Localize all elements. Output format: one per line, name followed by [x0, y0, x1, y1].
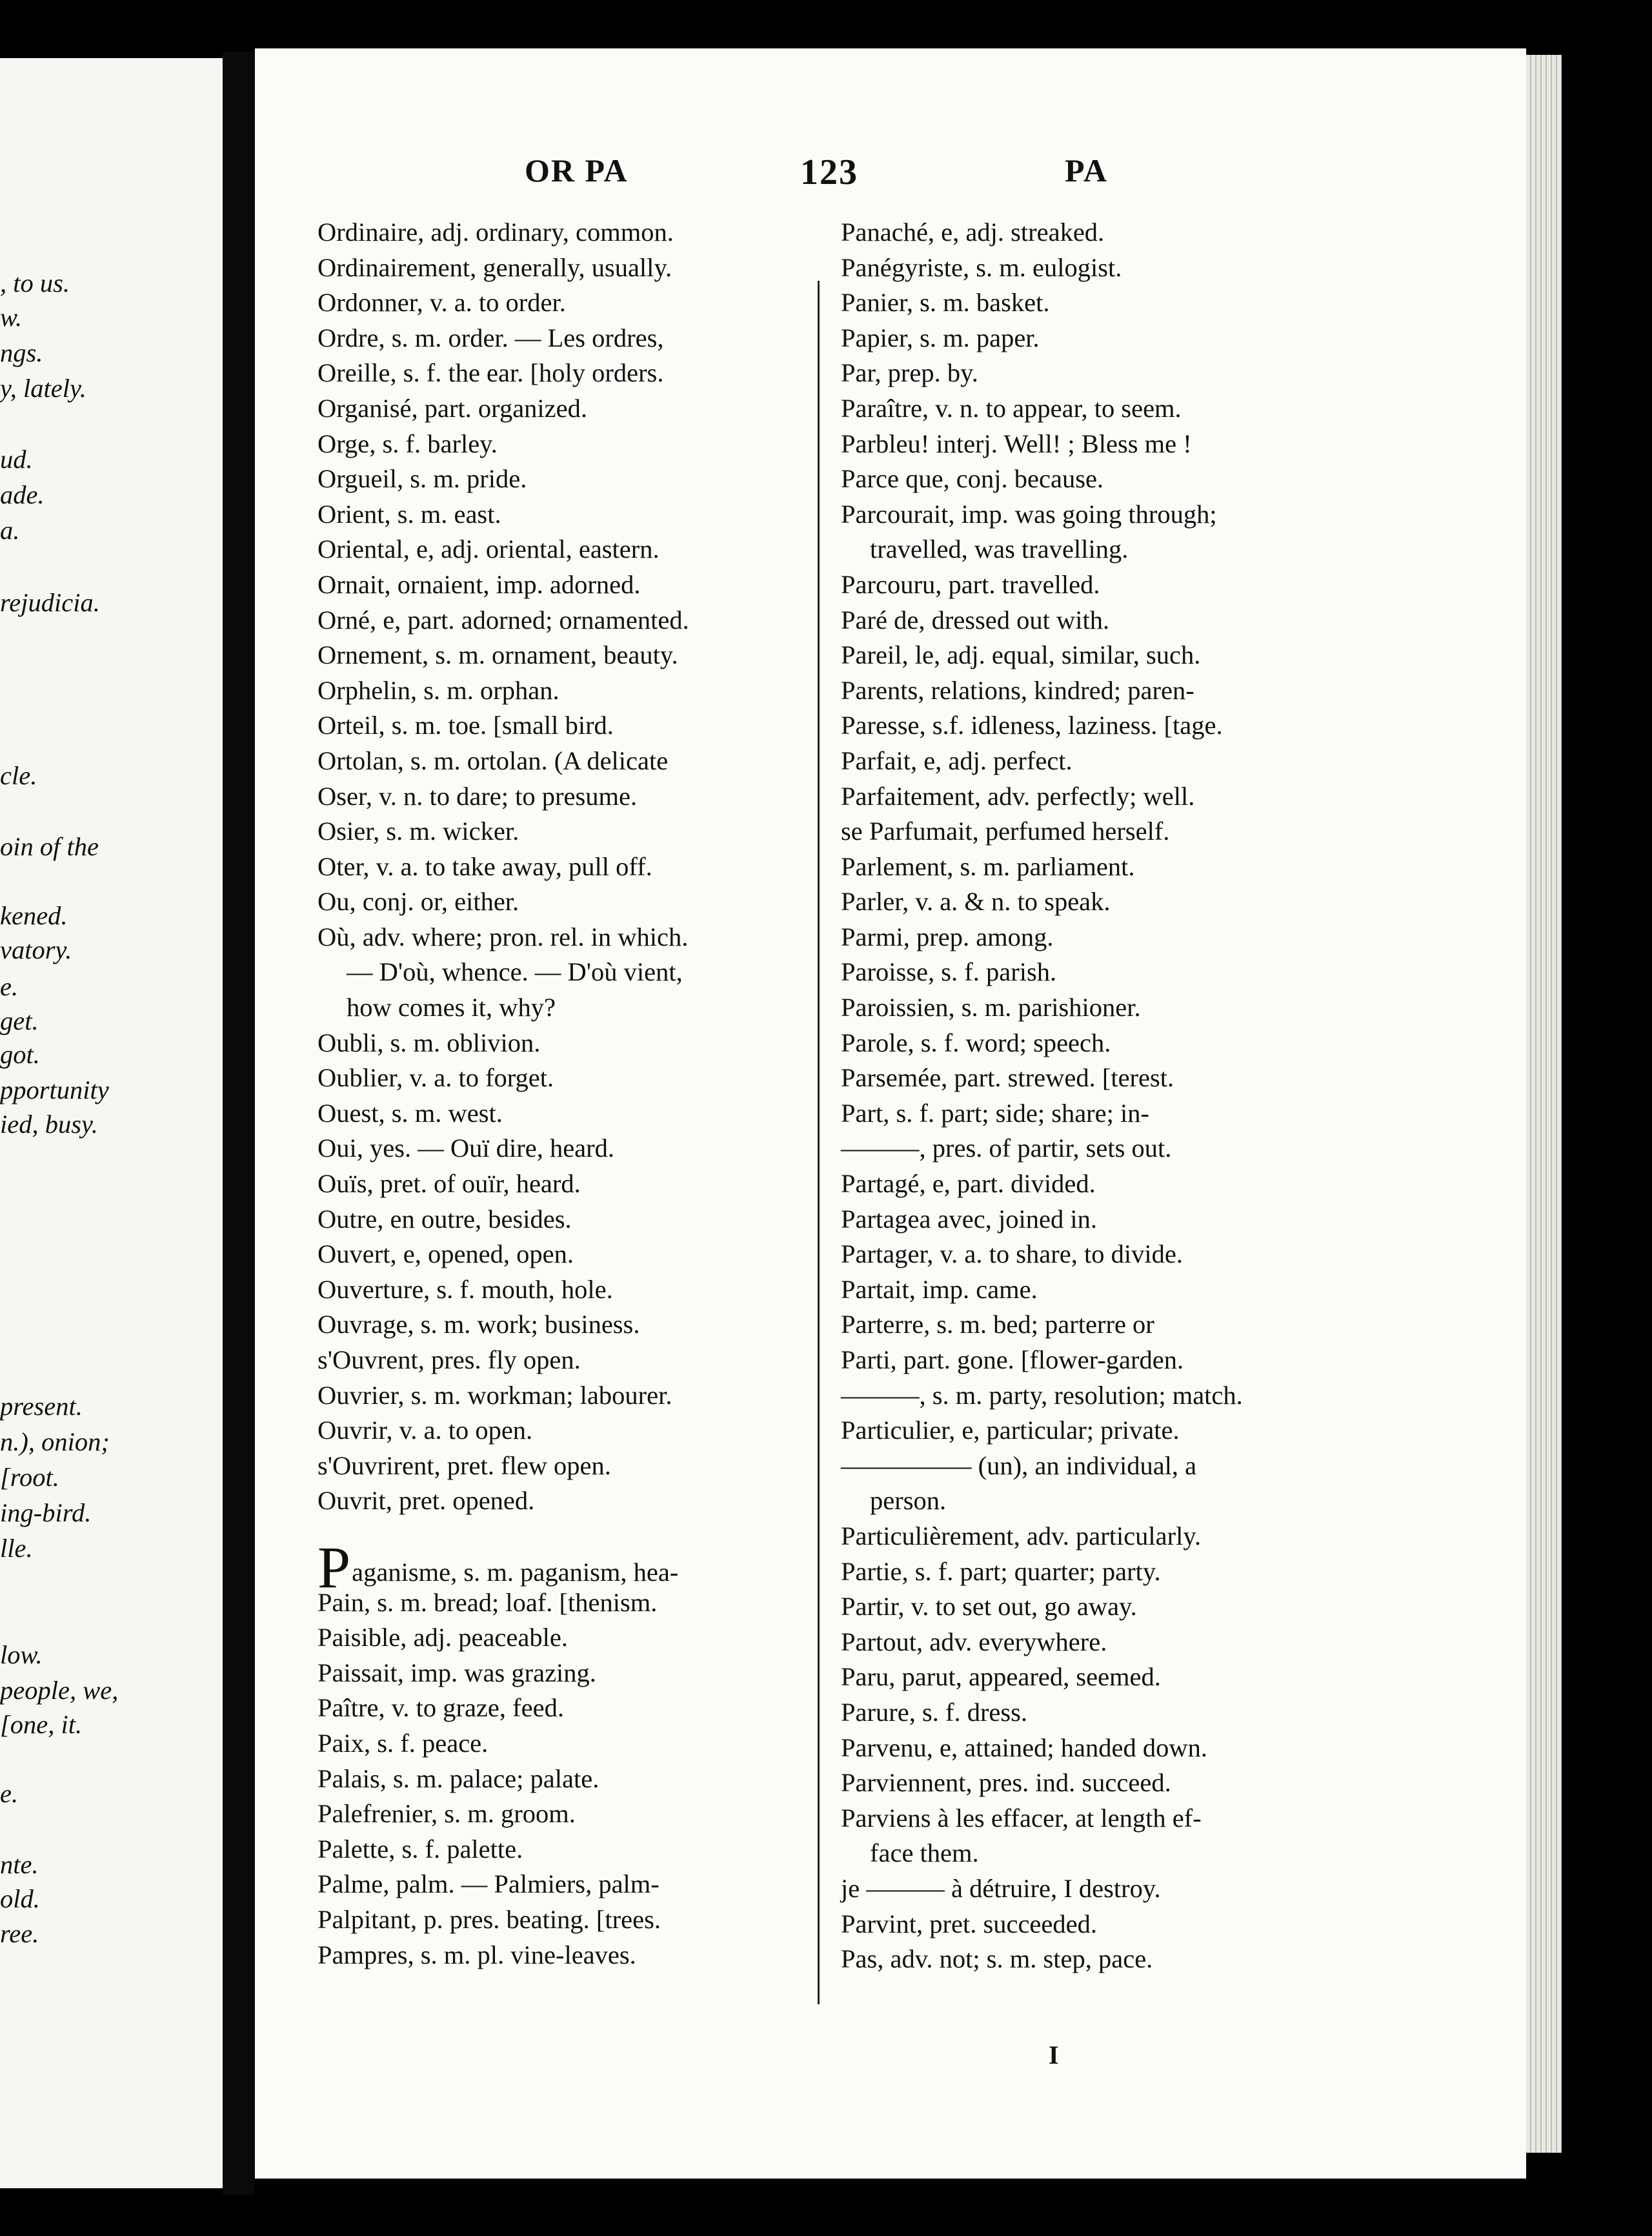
- signature-mark: I: [1049, 2040, 1059, 2069]
- entry-line: Palpitant, p. pres. beating. [trees.: [317, 1904, 661, 1934]
- entry-line: je ——— à détruire, I destroy.: [841, 1873, 1161, 1903]
- entry-line: Oreille, s. f. the ear. [holy orders.: [317, 358, 664, 388]
- entry-line: ———, pres. of partir, sets out.: [841, 1133, 1172, 1163]
- entry-line: Parvint, pret. succeeded.: [841, 1909, 1097, 1938]
- entry-line: Partagea avec, joined in.: [841, 1204, 1097, 1234]
- entry-text: aganisme, s. m. paganism, hea-: [352, 1557, 679, 1587]
- entry-line: Paître, v. to graze, feed.: [317, 1693, 564, 1723]
- entry-line: Parti, part. gone. [flower-garden.: [841, 1345, 1184, 1374]
- entry-line: Ouvert, e, opened, open.: [317, 1239, 574, 1269]
- entry-line: Oubli, s. m. oblivion.: [317, 1028, 541, 1057]
- entry-line: Orgueil, s. m. pride.: [317, 464, 527, 494]
- entry-line: Partout, adv. everywhere.: [841, 1627, 1107, 1656]
- entry-line: Part, s. f. part; side; share; in-: [841, 1098, 1150, 1128]
- entry-line: Paraître, v. n. to appear, to seem.: [841, 393, 1182, 423]
- left-page-fragment: oin of the: [0, 832, 99, 861]
- entry-line: Parsemée, part. strewed. [terest.: [841, 1063, 1174, 1093]
- left-page-fragment: ud.: [0, 445, 33, 474]
- entry-line: Paroisse, s. f. parish.: [841, 957, 1057, 987]
- left-page-fragment: , to us.: [0, 269, 70, 298]
- entry-line: Ordre, s. m. order. — Les ordres,: [317, 323, 664, 352]
- entry-line: Paissait, imp. was grazing.: [317, 1658, 596, 1687]
- entry-line: Ouvrier, s. m. workman; labourer.: [317, 1380, 672, 1410]
- entry-line: Papier, s. m. paper.: [841, 323, 1040, 352]
- entry-line: Partager, v. a. to share, to divide.: [841, 1239, 1183, 1269]
- entry-line: Partait, imp. came.: [841, 1274, 1038, 1304]
- entry-line: travelled, was travelling.: [870, 534, 1129, 564]
- header-left: OR PA: [525, 152, 629, 188]
- left-page-fragment: w.: [0, 303, 23, 332]
- entry-line: [317, 1534, 814, 1600]
- entry-line: Parole, s. f. word; speech.: [841, 1028, 1111, 1057]
- book-gutter: [223, 52, 255, 2195]
- entry-line: Outre, en outre, besides.: [317, 1204, 572, 1234]
- entry-line: [317, 1519, 814, 1550]
- entry-line: Ordonner, v. a. to order.: [317, 288, 566, 318]
- entry-line: Oter, v. a. to take away, pull off.: [317, 851, 652, 881]
- left-page-fragment: y, lately.: [0, 374, 86, 403]
- left-page-fragment: e.: [0, 1779, 19, 1808]
- entry-line: — D'où, whence. — D'où vient,: [347, 957, 683, 987]
- entry-line: Parcourait, imp. was going through;: [841, 499, 1217, 529]
- left-page-fragment: e.: [0, 972, 19, 1001]
- right-page: [255, 48, 1526, 2179]
- left-page-fragment: pportunity: [0, 1075, 109, 1104]
- left-page-fragment: [root.: [0, 1463, 59, 1492]
- entry-line: Parents, relations, kindred; paren-: [841, 675, 1194, 705]
- entry-line: Oser, v. n. to dare; to presume.: [317, 781, 638, 811]
- entry-line: Panier, s. m. basket.: [841, 288, 1050, 318]
- entry-line: Ouïs, pret. of ouïr, heard.: [317, 1169, 581, 1199]
- entry-line: Parfaitement, adv. perfectly; well.: [841, 781, 1195, 811]
- entry-line: Paroissien, s. m. parishioner.: [841, 993, 1141, 1022]
- entry-line: Panégyriste, s. m. eulogist.: [841, 252, 1122, 282]
- entry-line: Palette, s. f. palette.: [317, 1834, 523, 1864]
- left-page-fragment: cle.: [0, 761, 37, 790]
- left-page-fragment: [one, it.: [0, 1710, 83, 1739]
- entry-line: Ouverture, s. f. mouth, hole.: [317, 1274, 613, 1304]
- left-page-fragment: ade.: [0, 480, 45, 509]
- dictionary-column-2: [841, 215, 1338, 1977]
- entry-line: s'Ouvrent, pres. fly open.: [317, 1345, 581, 1374]
- entry-line: Ouest, s. m. west.: [317, 1098, 503, 1128]
- entry-line: Par, prep. by.: [841, 358, 978, 388]
- entry-line: Parure, s. f. dress.: [841, 1697, 1028, 1727]
- entry-line: Parvenu, e, attained; handed down.: [841, 1733, 1207, 1762]
- entry-line: Organisé, part. organized.: [317, 393, 587, 423]
- entry-line: Pain, s. m. bread; loaf. [thenism.: [317, 1587, 658, 1617]
- entry-line: Parviennent, pres. ind. succeed.: [841, 1768, 1171, 1798]
- entry-line: Paresse, s.f. idleness, laziness. [tage.: [841, 711, 1223, 740]
- left-page-fragment: ied, busy.: [0, 1110, 98, 1139]
- entry-line: Orteil, s. m. toe. [small bird.: [317, 711, 614, 740]
- left-page-fragment: lle.: [0, 1534, 33, 1563]
- left-page-fragment: got.: [0, 1040, 40, 1069]
- entry-line: Particulier, e, particular; private.: [841, 1416, 1180, 1445]
- entry-line: Ouvrir, v. a. to open.: [317, 1416, 533, 1445]
- left-page-fragment: ing-bird.: [0, 1498, 92, 1527]
- left-page-fragment: vatory.: [0, 935, 72, 964]
- entry-line: ———, s. m. party, resolution; match.: [841, 1380, 1243, 1410]
- entry-line: Palais, s. m. palace; palate.: [317, 1763, 599, 1793]
- page-edges: [1526, 55, 1562, 2153]
- entry-line: Où, adv. where; pron. rel. in which.: [317, 922, 689, 951]
- entry-line: Palefrenier, s. m. groom.: [317, 1799, 576, 1829]
- entry-line: Paru, parut, appeared, seemed.: [841, 1662, 1161, 1692]
- entry-line: Oriental, e, adj. oriental, eastern.: [317, 534, 660, 564]
- entry-line: Ouvrit, pret. opened.: [317, 1486, 535, 1516]
- entry-line: Parterre, s. m. bed; parterre or: [841, 1310, 1154, 1339]
- entry-line: Oui, yes. — Ouï dire, heard.: [317, 1133, 615, 1163]
- entry-line: Palme, palm. — Palmiers, palm-: [317, 1869, 660, 1899]
- running-header: [255, 152, 1526, 216]
- entry-line: s'Ouvrirent, pret. flew open.: [317, 1450, 611, 1480]
- entry-line: face them.: [870, 1838, 979, 1868]
- entry-line: Ordinairement, generally, usually.: [317, 252, 672, 282]
- left-page-fragment: a.: [0, 516, 20, 545]
- left-page-fragment: rejudicia.: [0, 588, 100, 617]
- entry-line: Particulièrement, adv. particularly.: [841, 1521, 1202, 1550]
- left-page-fragment: people, we,: [0, 1676, 119, 1705]
- entry-line: Parmi, prep. among.: [841, 922, 1054, 951]
- entry-line: Parlement, s. m. parliament.: [841, 851, 1135, 881]
- entry-line: Partagé, e, part. divided.: [841, 1169, 1096, 1199]
- entry-line: Partie, s. f. part; quarter; party.: [841, 1556, 1161, 1586]
- entry-line: how comes it, why?: [347, 993, 556, 1022]
- left-page-fragment: ngs.: [0, 338, 43, 367]
- entry-line: Parbleu! interj. Well! ; Bless me !: [841, 429, 1192, 458]
- entry-line: Osier, s. m. wicker.: [317, 817, 519, 846]
- entry-line: Parce que, conj. because.: [841, 464, 1104, 494]
- entry-line: Ouvrage, s. m. work; business.: [317, 1310, 640, 1339]
- entry-line: Ortolan, s. m. ortolan. (A delicate: [317, 746, 669, 775]
- entry-line: Ornait, ornaient, imp. adorned.: [317, 569, 641, 599]
- entry-line: Ou, conj. or, either.: [317, 887, 519, 917]
- left-page-fragment: present.: [0, 1392, 83, 1421]
- left-page-fragment: ree.: [0, 1919, 39, 1948]
- entry-line: Oublier, v. a. to forget.: [317, 1063, 554, 1093]
- left-page-fragment: n.), onion;: [0, 1427, 110, 1456]
- entry-line: se Parfumait, perfumed herself.: [841, 817, 1170, 846]
- entry-line: Pampres, s. m. pl. vine-leaves.: [317, 1940, 636, 1969]
- entry-line: Paisible, adj. peaceable.: [317, 1623, 568, 1652]
- entry-line: Parviens à les effacer, at length ef-: [841, 1803, 1202, 1833]
- entry-line: Pas, adv. not; s. m. step, pace.: [841, 1944, 1153, 1974]
- column-rule: [818, 281, 820, 2004]
- left-page-fragment: get.: [0, 1006, 39, 1035]
- left-page-fragment: kened.: [0, 901, 68, 930]
- entry-line: Orge, s. f. barley.: [317, 429, 498, 458]
- left-page: [0, 58, 223, 2188]
- entry-line: Paré de, dressed out with.: [841, 605, 1110, 635]
- entry-line: Panaché, e, adj. streaked.: [841, 218, 1105, 247]
- left-page-fragment: nte.: [0, 1850, 39, 1879]
- left-page-fragment: old.: [0, 1884, 40, 1913]
- entry-line: Parfait, e, adj. perfect.: [841, 746, 1073, 775]
- left-page-fragment: low.: [0, 1640, 43, 1669]
- entry-line: Parcouru, part. travelled.: [841, 569, 1100, 599]
- entry-line: Parler, v. a. & n. to speak.: [841, 887, 1111, 917]
- entry-line: Orné, e, part. adorned; ornamented.: [317, 605, 689, 635]
- drop-cap: P: [317, 1534, 351, 1600]
- dictionary-column-1: [317, 215, 814, 1973]
- entry-line: Ordinaire, adj. ordinary, common.: [317, 218, 674, 247]
- entry-line: person.: [870, 1486, 947, 1516]
- entry-line: Ornement, s. m. ornament, beauty.: [317, 640, 678, 670]
- entry-line: ————— (un), an individual, a: [841, 1450, 1197, 1480]
- entry-line: Paix, s. f. peace.: [317, 1728, 489, 1758]
- entry-line: Pareil, le, adj. equal, similar, such.: [841, 640, 1201, 670]
- page-number: 123: [800, 152, 858, 192]
- header-right: PA: [1065, 152, 1108, 188]
- entry-line: Orphelin, s. m. orphan.: [317, 675, 559, 705]
- entry-line: Partir, v. to set out, go away.: [841, 1592, 1137, 1621]
- entry-line: Orient, s. m. east.: [317, 499, 501, 529]
